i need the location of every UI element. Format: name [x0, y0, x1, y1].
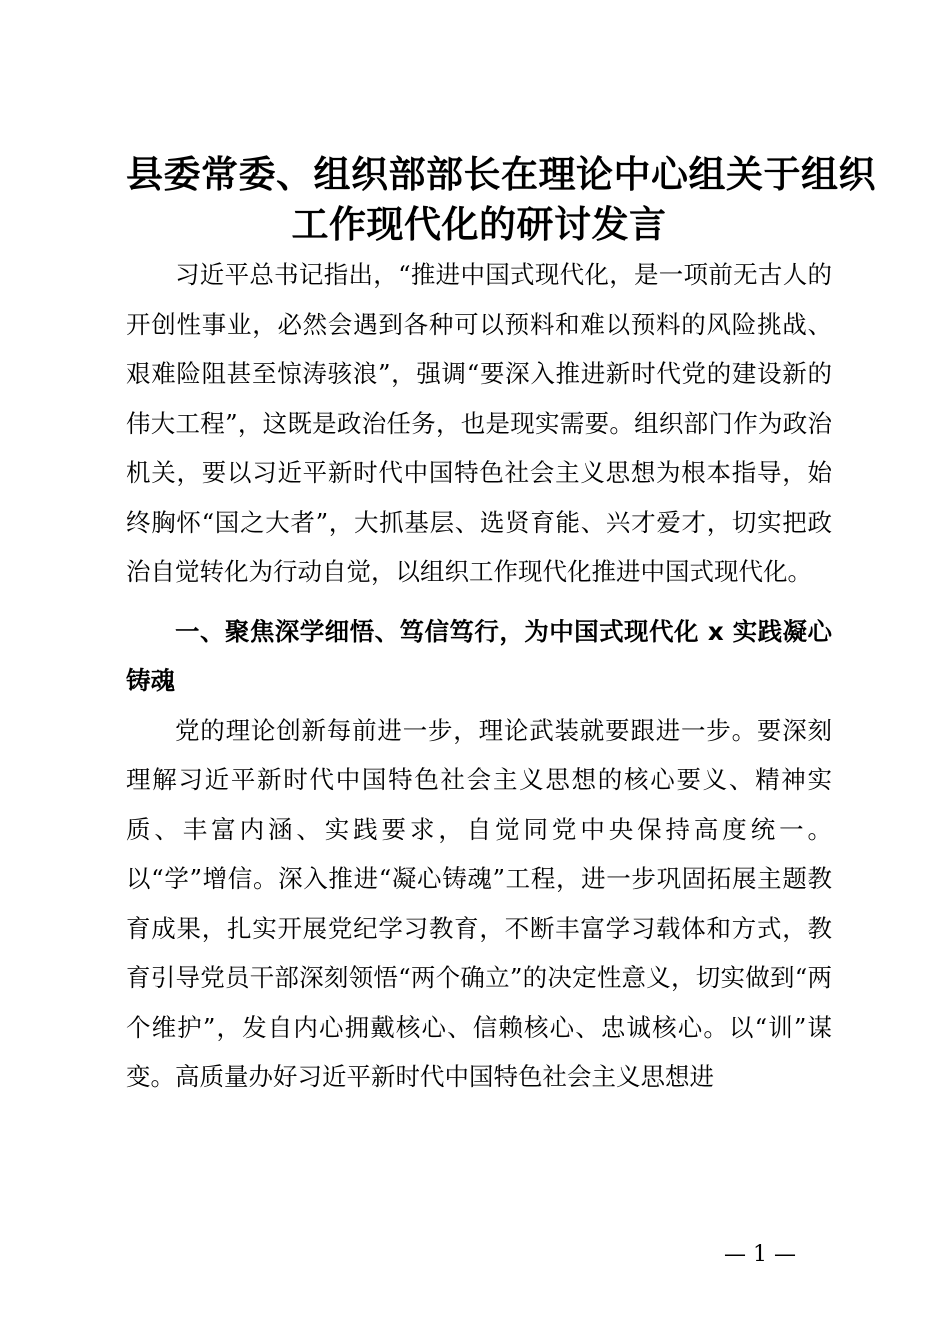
- intro-paragraph: 习近平总书记指出，“推进中国式现代化，是一项前无古人的开创性事业，必然会遇到各种可以预料和难以预料的风险挑战、艰难险阻甚至惊涛骇浪”，强调“要深入推进新时代党的建设新的伟大工程”，这既是政治任务，也是现实需要。组织部门作为政治机关，要以习近平新时代中国特色社会主义思想为根本指导，始终胸怀“国之大者”，大抓基层、选贤育能、兴才爱才，切实把政治自觉转化为行动自觉，以组织工作现代化推进中国式现代化。: [126, 260, 832, 586]
- body-paragraph: 党的理论创新每前进一步，理论武装就要跟进一步。要深刻理解习近平新时代中国特色社会主义思想的核心要义、精神实质、丰富内涵、实践要求，自觉同党中央保持高度统一。以“学”增信。深入推进“凝心铸魂”工程，进一步巩固拓展主题教育成果，扎实开展党纪学习教育，不断丰富学习载体和方式，教育引导党员干部深刻领悟“两个确立”的决定性意义，切实做到“两个维护”，发自内心拥戴核心、信赖核心、忠诚核心。以“训”谋变。高质量办好习近平新时代中国特色社会主义思想进: [126, 715, 832, 1091]
- title-line-1: 县委常委、组织部部长在理论中心组关于组织: [126, 153, 876, 196]
- section-heading: 一、聚焦深学细悟、笃信笃行，为中国式现代化 x 实践凝心铸魂: [126, 616, 832, 695]
- title-line-2: 工作现代化的研讨发言: [291, 203, 667, 246]
- document-title: [126, 150, 876, 250]
- document-page: [126, 150, 876, 1102]
- page-number: — 1 —: [724, 1242, 796, 1267]
